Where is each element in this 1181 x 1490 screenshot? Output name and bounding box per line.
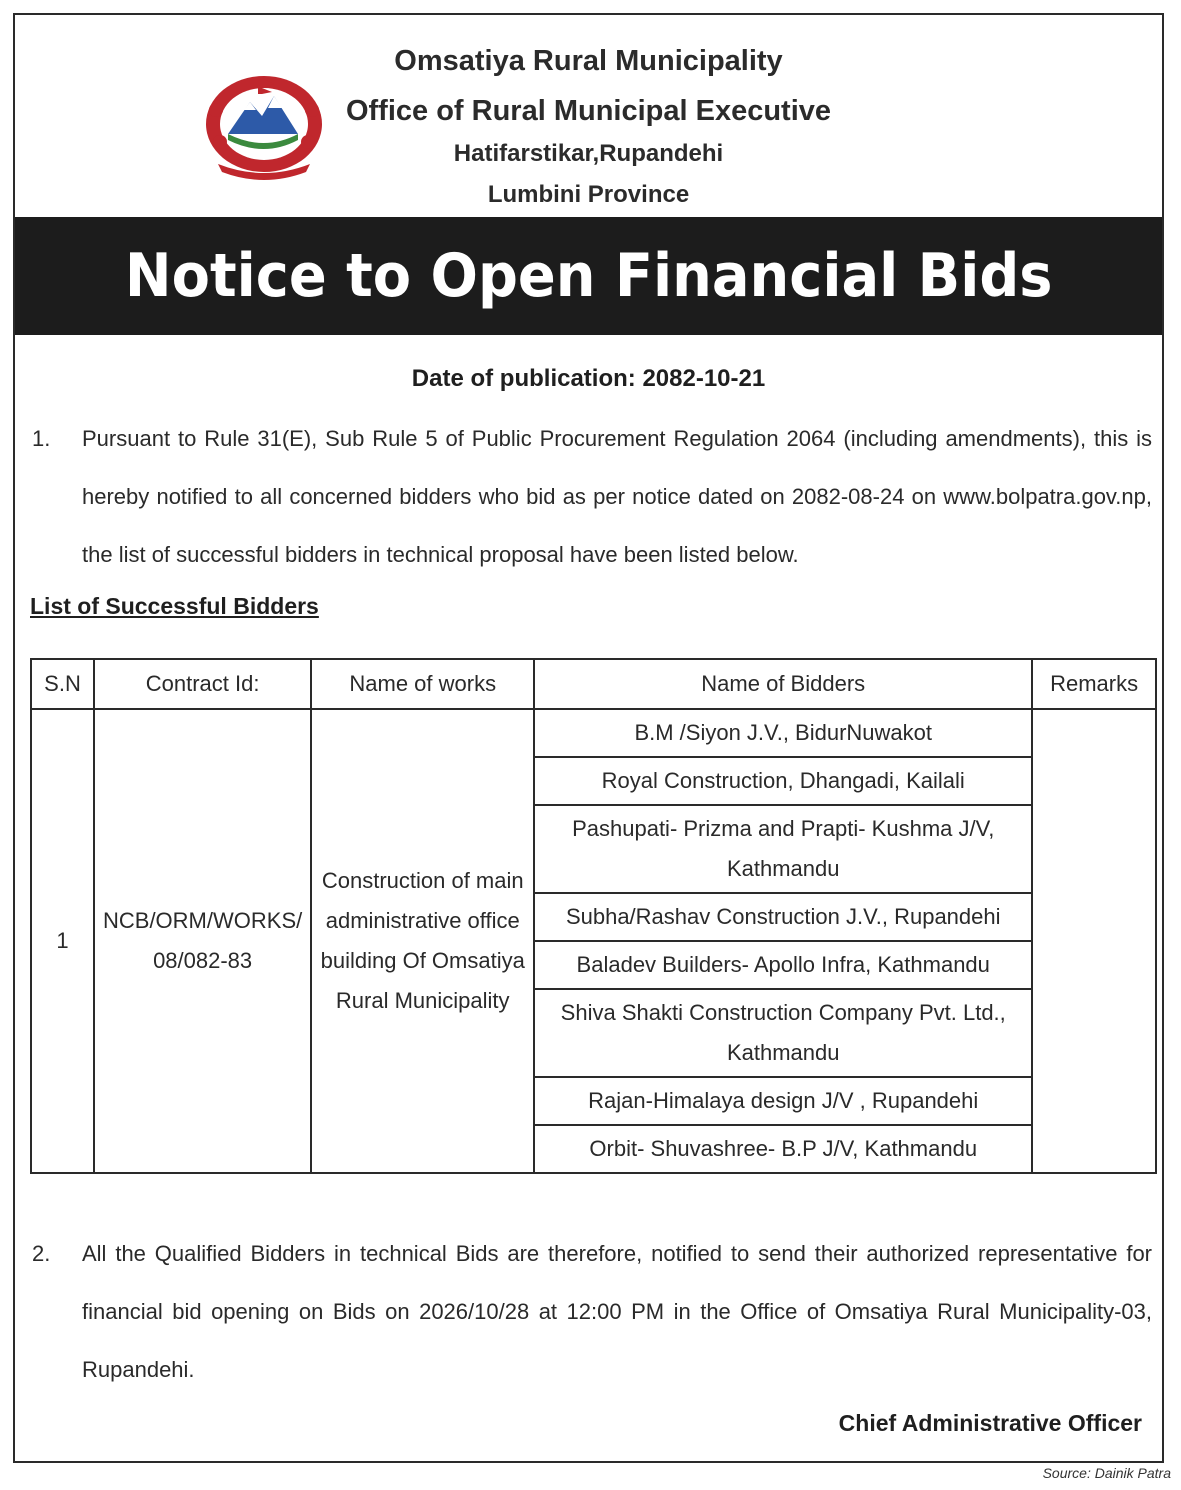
cell-remarks [1032, 709, 1156, 1173]
bidder-cell: Orbit- Shuvashree- B.P J/V, Kathmandu [534, 1125, 1032, 1173]
paragraph-2 [32, 1225, 1162, 1405]
paragraph-1-number: 1. [32, 426, 51, 451]
paragraph-2-text: All the Qualified Bidders in technical Bids are therefore, notified to send their authorized representative for financial bid opening on Bids on 2026/10/28 at 12:00 PM in the Office of Omsatiya Rural Municipality-03, Rupandehi. [82, 1241, 1152, 1382]
paragraph-2-number: 2. [32, 1241, 51, 1266]
bidder-cell: Baladev Builders- Apollo Infra, Kathmandu [534, 941, 1032, 989]
province-name: Lumbini Province [487, 181, 690, 208]
bidders-table [30, 658, 1157, 1174]
header-sn: S.N [31, 659, 94, 709]
cell-sn: 1 [31, 709, 94, 1173]
source-credit: Source: Dainik Patra [1042, 1465, 1171, 1481]
table-header-row [31, 659, 1156, 709]
cell-name-of-works: Construction of main administrative office building Of Omsatiya Rural Municipality [311, 709, 534, 1173]
notice-frame [13, 13, 1164, 1463]
bidder-cell: Rajan-Himalaya design J/V , Rupandehi [534, 1077, 1032, 1125]
bidder-cell: Royal Construction, Dhangadi, Kailali [534, 757, 1032, 805]
header-contract-id: Contract Id: [94, 659, 311, 709]
cell-contract-id: NCB/ORM/WORKS/ 08/082-83 [94, 709, 311, 1173]
header-remarks: Remarks [1032, 659, 1156, 709]
bidder-cell: Pashupati- Prizma and Prapti- Kushma J/V, Kathmandu [534, 805, 1032, 893]
header-name-of-bidders: Name of Bidders [534, 659, 1032, 709]
bidder-cell: B.M /Siyon J.V., BidurNuwakot [534, 709, 1032, 757]
office-name: Office of Rural Municipal Executive [345, 95, 832, 127]
municipality-name: Omsatiya Rural Municipality [394, 45, 783, 77]
list-title: List of Successful Bidders [30, 593, 319, 619]
signature: Chief Administrative Officer [838, 1410, 1142, 1436]
header-name-of-works: Name of works [311, 659, 534, 709]
paragraph-1-text: Pursuant to Rule 31(E), Sub Rule 5 of Public Procurement Regulation 2064 (including amendments), this is hereby notified to all concerned bidders who bid as per notice dated on 2082-08-24 on www.bolpatra.gov.np, the list of successful bidders in technical proposal have been listed below. [82, 426, 1152, 567]
bidder-cell: Shiva Shakti Construction Company Pvt. Ltd., Kathmandu [534, 989, 1032, 1077]
title-banner [15, 217, 1162, 335]
paragraph-1 [32, 410, 1162, 590]
bidder-cell: Subha/Rashav Construction J.V., Rupandehi [534, 893, 1032, 941]
publication-date: Date of publication: 2082-10-21 [411, 365, 766, 392]
table-row [31, 709, 1156, 757]
office-address: Hatifarstikar,Rupandehi [453, 140, 724, 167]
notice-title: Notice to Open Financial Bids [124, 241, 1053, 311]
